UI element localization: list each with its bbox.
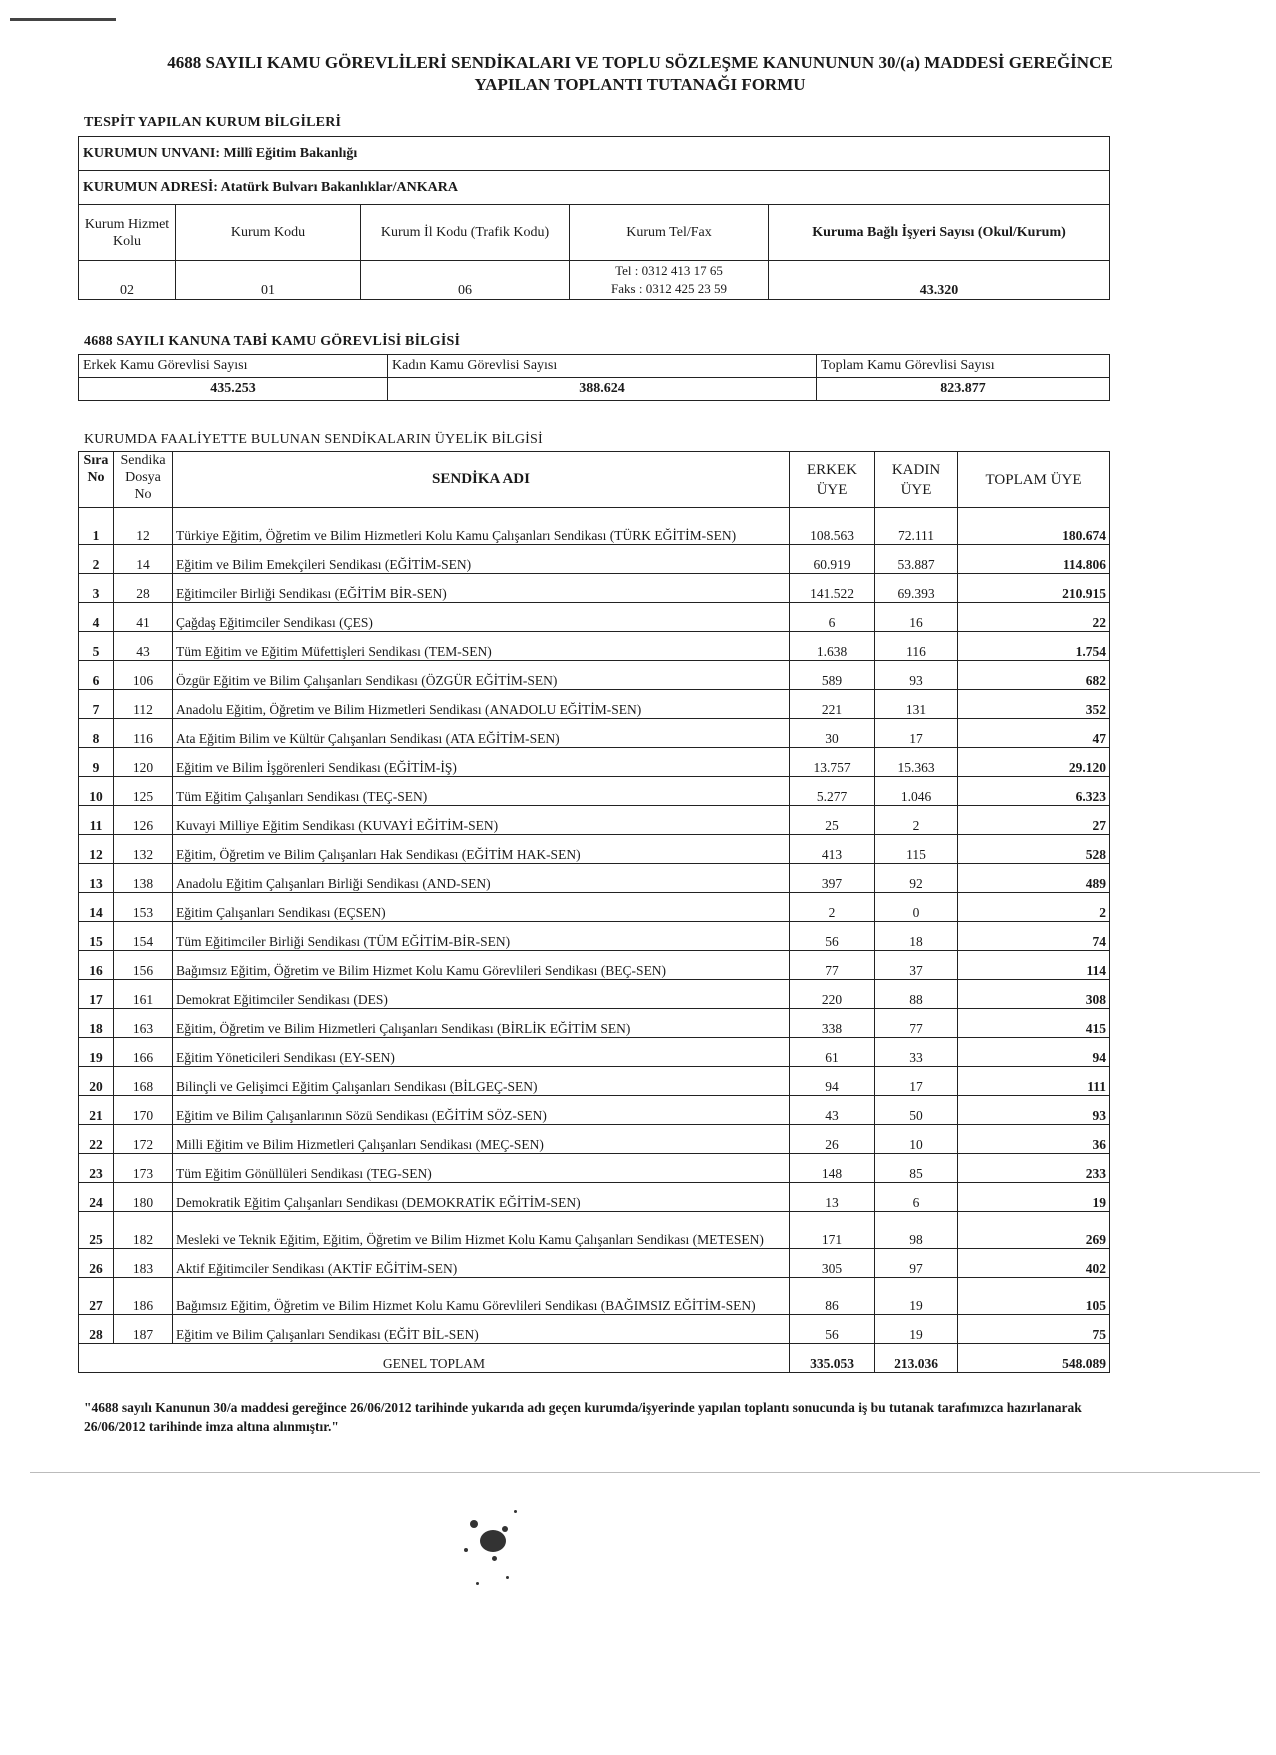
row-erkek: 25 (790, 806, 875, 835)
row-dosya: 112 (114, 690, 173, 719)
row-kadin: 15.363 (875, 748, 958, 777)
row-dosya: 41 (114, 603, 173, 632)
row-dosya: 132 (114, 835, 173, 864)
table-row (79, 1212, 1110, 1249)
table-row (79, 835, 1110, 864)
row-kadin: 131 (875, 690, 958, 719)
gorevli-toplam-value: 823.877 (817, 378, 1110, 401)
row-kadin: 92 (875, 864, 958, 893)
value-faks: Faks : 0312 425 23 59 (611, 281, 727, 296)
row-erkek: 413 (790, 835, 875, 864)
row-erkek: 141.522 (790, 574, 875, 603)
row-erkek: 61 (790, 1038, 875, 1067)
row-sendika-adi: Anadolu Eğitim, Öğretim ve Bilim Hizmetleri Sendikası (ANADOLU EĞİTİM-SEN) (173, 690, 790, 719)
row-dosya: 154 (114, 922, 173, 951)
row-sendika-adi: Ata Eğitim Bilim ve Kültür Çalışanları Sendikası (ATA EĞİTİM-SEN) (173, 719, 790, 748)
row-toplam: 2 (958, 893, 1110, 922)
row-erkek: 94 (790, 1067, 875, 1096)
row-erkek: 13 (790, 1183, 875, 1212)
row-dosya: 173 (114, 1154, 173, 1183)
row-sendika-adi: Eğitim, Öğretim ve Bilim Hizmetleri Çalışanları Sendikası (BİRLİK EĞİTİM SEN) (173, 1009, 790, 1038)
ink-stamp-mark (440, 1490, 560, 1610)
scan-mark (10, 18, 116, 21)
table-row (79, 1038, 1110, 1067)
table-row (79, 1249, 1110, 1278)
row-sendika-adi: Eğitim ve Bilim Çalışanları Sendikası (EĞİT BİL-SEN) (173, 1315, 790, 1344)
row-sira: 4 (79, 603, 114, 632)
row-sira: 18 (79, 1009, 114, 1038)
row-kadin: 116 (875, 632, 958, 661)
row-dosya: 166 (114, 1038, 173, 1067)
row-sendika-adi: Tüm Eğitim Gönüllüleri Sendikası (TEG-SEN) (173, 1154, 790, 1183)
row-sira: 20 (79, 1067, 114, 1096)
kurum-unvan: KURUMUN UNVANI: Millî Eğitim Bakanlığı (79, 137, 1110, 171)
header-isyeri: Kuruma Bağlı İşyeri Sayısı (Okul/Kurum) (769, 205, 1110, 261)
footnote: "4688 sayılı Kanunun 30/a maddesi gereğince 26/06/2012 tarihinde yukarıda adı geçen kurumda/işyerinde yapılan toplantı sonucunda iş bu tutanak tarafımızca hazırlanarak 26/06/2012 tarihinde imza altına alınmıştır." (84, 1400, 1082, 1434)
row-dosya: 163 (114, 1009, 173, 1038)
table-row (79, 508, 1110, 545)
row-toplam: 94 (958, 1038, 1110, 1067)
table-row (79, 1183, 1110, 1212)
header-il-kodu: Kurum İl Kodu (Trafik Kodu) (361, 205, 570, 261)
row-erkek: 338 (790, 1009, 875, 1038)
row-kadin: 2 (875, 806, 958, 835)
row-sira: 15 (79, 922, 114, 951)
row-kadin: 17 (875, 1067, 958, 1096)
row-toplam: 402 (958, 1249, 1110, 1278)
gorevli-table (78, 354, 1110, 401)
row-erkek: 2 (790, 893, 875, 922)
row-sira: 14 (79, 893, 114, 922)
table-row (79, 748, 1110, 777)
row-sendika-adi: Eğitim ve Bilim İşgörenleri Sendikası (EĞİTİM-İŞ) (173, 748, 790, 777)
table-row (79, 690, 1110, 719)
row-kadin: 10 (875, 1125, 958, 1154)
header-hizmet-kolu: Kurum Hizmet Kolu (79, 205, 176, 261)
gorevli-kadin-value: 388.624 (388, 378, 817, 401)
row-dosya: 156 (114, 951, 173, 980)
row-toplam: 114.806 (958, 545, 1110, 574)
row-sendika-adi: Eğitim, Öğretim ve Bilim Çalışanları Hak Sendikası (EĞİTİM HAK-SEN) (173, 835, 790, 864)
row-kadin: 85 (875, 1154, 958, 1183)
row-dosya: 43 (114, 632, 173, 661)
row-erkek: 221 (790, 690, 875, 719)
row-kadin: 37 (875, 951, 958, 980)
row-erkek: 171 (790, 1212, 875, 1249)
kurum-section-label: TESPİT YAPILAN KURUM BİLGİLERİ (84, 115, 342, 130)
row-sira: 28 (79, 1315, 114, 1344)
row-dosya: 182 (114, 1212, 173, 1249)
row-dosya: 120 (114, 748, 173, 777)
row-sendika-adi: Eğitim ve Bilim Çalışanlarının Sözü Sendikası (EĞİTİM SÖZ-SEN) (173, 1096, 790, 1125)
uyelik-section-label: KURUMDA FAALİYETTE BULUNAN SENDİKALARIN ÜYELİK BİLGİSİ (84, 432, 543, 447)
row-sendika-adi: Eğitimciler Birliği Sendikası (EĞİTİM BİR-SEN) (173, 574, 790, 603)
row-sira: 17 (79, 980, 114, 1009)
row-kadin: 33 (875, 1038, 958, 1067)
value-tel-fax (570, 261, 769, 300)
uyelik-table (78, 451, 1110, 1373)
row-sendika-adi: Bilinçli ve Gelişimci Eğitim Çalışanları Sendikası (BİLGEÇ-SEN) (173, 1067, 790, 1096)
value-hizmet-kolu: 02 (79, 261, 176, 300)
row-sendika-adi: Tüm Eğitimciler Birliği Sendikası (TÜM EĞİTİM-BİR-SEN) (173, 922, 790, 951)
row-sira: 6 (79, 661, 114, 690)
row-erkek: 43 (790, 1096, 875, 1125)
row-toplam: 233 (958, 1154, 1110, 1183)
table-row (79, 922, 1110, 951)
row-erkek: 1.638 (790, 632, 875, 661)
row-dosya: 106 (114, 661, 173, 690)
table-row (79, 806, 1110, 835)
row-sendika-adi: Mesleki ve Teknik Eğitim, Eğitim, Öğretim ve Bilim Hizmet Kolu Kamu Çalışanları Sendikası (METESEN) (173, 1212, 790, 1249)
divider (30, 1472, 1260, 1473)
row-kadin: 0 (875, 893, 958, 922)
header-erkek: ERKEK ÜYE (790, 452, 875, 508)
row-sendika-adi: Özgür Eğitim ve Bilim Çalışanları Sendikası (ÖZGÜR EĞİTİM-SEN) (173, 661, 790, 690)
row-erkek: 148 (790, 1154, 875, 1183)
row-sira: 5 (79, 632, 114, 661)
row-erkek: 5.277 (790, 777, 875, 806)
row-toplam: 93 (958, 1096, 1110, 1125)
table-row (79, 545, 1110, 574)
gorevli-erkek-value: 435.253 (79, 378, 388, 401)
row-dosya: 28 (114, 574, 173, 603)
row-erkek: 30 (790, 719, 875, 748)
row-toplam: 308 (958, 980, 1110, 1009)
table-row (79, 1067, 1110, 1096)
table-row (79, 661, 1110, 690)
row-sira: 13 (79, 864, 114, 893)
table-row (79, 1154, 1110, 1183)
row-erkek: 86 (790, 1278, 875, 1315)
row-erkek: 26 (790, 1125, 875, 1154)
row-kadin: 6 (875, 1183, 958, 1212)
row-kadin: 88 (875, 980, 958, 1009)
row-sendika-adi: Eğitim ve Bilim Emekçileri Sendikası (EĞİTİM-SEN) (173, 545, 790, 574)
row-dosya: 153 (114, 893, 173, 922)
row-sira: 27 (79, 1278, 114, 1315)
row-erkek: 589 (790, 661, 875, 690)
table-row (79, 719, 1110, 748)
row-dosya: 138 (114, 864, 173, 893)
total-label: GENEL TOPLAM (79, 1344, 790, 1373)
row-dosya: 14 (114, 545, 173, 574)
row-sira: 9 (79, 748, 114, 777)
row-dosya: 170 (114, 1096, 173, 1125)
row-sira: 23 (79, 1154, 114, 1183)
row-toplam: 36 (958, 1125, 1110, 1154)
table-row (79, 777, 1110, 806)
row-sendika-adi: Eğitim Yöneticileri Sendikası (EY-SEN) (173, 1038, 790, 1067)
row-kadin: 50 (875, 1096, 958, 1125)
row-toplam: 1.754 (958, 632, 1110, 661)
row-dosya: 12 (114, 508, 173, 545)
row-kadin: 72.111 (875, 508, 958, 545)
row-sendika-adi: Tüm Eğitim Çalışanları Sendikası (TEÇ-SEN) (173, 777, 790, 806)
row-sendika-adi: Anadolu Eğitim Çalışanları Birliği Sendikası (AND-SEN) (173, 864, 790, 893)
row-toplam: 682 (958, 661, 1110, 690)
row-sira: 25 (79, 1212, 114, 1249)
row-sira: 21 (79, 1096, 114, 1125)
table-row (79, 980, 1110, 1009)
row-kadin: 17 (875, 719, 958, 748)
row-dosya: 125 (114, 777, 173, 806)
kurum-adres: KURUMUN ADRESİ: Atatürk Bulvarı Bakanlıklar/ANKARA (79, 171, 1110, 205)
row-sendika-adi: Aktif Eğitimciler Sendikası (AKTİF EĞİTİM-SEN) (173, 1249, 790, 1278)
gorevli-kadin-label: Kadın Kamu Görevlisi Sayısı (388, 355, 817, 378)
row-kadin: 18 (875, 922, 958, 951)
row-kadin: 115 (875, 835, 958, 864)
row-dosya: 183 (114, 1249, 173, 1278)
row-toplam: 269 (958, 1212, 1110, 1249)
row-kadin: 1.046 (875, 777, 958, 806)
row-dosya: 186 (114, 1278, 173, 1315)
row-dosya: 168 (114, 1067, 173, 1096)
gorevli-toplam-label: Toplam Kamu Görevlisi Sayısı (817, 355, 1110, 378)
table-row (79, 632, 1110, 661)
row-toplam: 74 (958, 922, 1110, 951)
row-sendika-adi: Türkiye Eğitim, Öğretim ve Bilim Hizmetleri Kolu Kamu Çalışanları Sendikası (TÜRK EĞİTİM-SEN) (173, 508, 790, 545)
row-sendika-adi: Bağımsız Eğitim, Öğretim ve Bilim Hizmet Kolu Kamu Görevlileri Sendikası (BEÇ-SEN) (173, 951, 790, 980)
value-kurum-kodu: 01 (176, 261, 361, 300)
row-toplam: 489 (958, 864, 1110, 893)
row-sira: 11 (79, 806, 114, 835)
row-sira: 10 (79, 777, 114, 806)
row-toplam: 27 (958, 806, 1110, 835)
row-toplam: 210.915 (958, 574, 1110, 603)
table-row (79, 1009, 1110, 1038)
row-toplam: 114 (958, 951, 1110, 980)
row-erkek: 397 (790, 864, 875, 893)
header-kadin: KADIN ÜYE (875, 452, 958, 508)
row-toplam: 180.674 (958, 508, 1110, 545)
row-dosya: 187 (114, 1315, 173, 1344)
row-sendika-adi: Kuvayi Milliye Eğitim Sendikası (KUVAYİ EĞİTİM-SEN) (173, 806, 790, 835)
row-erkek: 56 (790, 1315, 875, 1344)
row-sendika-adi: Eğitim Çalışanları Sendikası (EÇSEN) (173, 893, 790, 922)
row-toplam: 22 (958, 603, 1110, 632)
row-sendika-adi: Demokratik Eğitim Çalışanları Sendikası (DEMOKRATİK EĞİTİM-SEN) (173, 1183, 790, 1212)
value-tel: Tel : 0312 413 17 65 (615, 263, 723, 278)
row-dosya: 172 (114, 1125, 173, 1154)
row-sira: 2 (79, 545, 114, 574)
table-row (79, 1125, 1110, 1154)
form-title-line1: 4688 SAYILI KAMU GÖREVLİLERİ SENDİKALARI VE TOPLU SÖZLEŞME KANUNUNUN 30/(a) MADDESİ GEREĞİNCE (167, 53, 1113, 72)
row-sira: 12 (79, 835, 114, 864)
row-erkek: 6 (790, 603, 875, 632)
row-sendika-adi: Tüm Eğitim ve Eğitim Müfettişleri Sendikası (TEM-SEN) (173, 632, 790, 661)
row-kadin: 69.393 (875, 574, 958, 603)
header-sira: Sıra No (79, 452, 114, 508)
row-sira: 7 (79, 690, 114, 719)
row-toplam: 352 (958, 690, 1110, 719)
row-kadin: 98 (875, 1212, 958, 1249)
row-sira: 8 (79, 719, 114, 748)
gorevli-section-label: 4688 SAYILI KANUNA TABİ KAMU GÖREVLİSİ BİLGİSİ (84, 334, 461, 349)
value-isyeri: 43.320 (769, 261, 1110, 300)
total-toplam: 548.089 (958, 1344, 1110, 1373)
row-erkek: 220 (790, 980, 875, 1009)
row-kadin: 53.887 (875, 545, 958, 574)
total-erkek: 335.053 (790, 1344, 875, 1373)
total-kadin: 213.036 (875, 1344, 958, 1373)
row-toplam: 415 (958, 1009, 1110, 1038)
row-toplam: 29.120 (958, 748, 1110, 777)
table-row (79, 864, 1110, 893)
value-il-kodu: 06 (361, 261, 570, 300)
row-toplam: 47 (958, 719, 1110, 748)
header-tel-fax: Kurum Tel/Fax (570, 205, 769, 261)
row-toplam: 19 (958, 1183, 1110, 1212)
row-kadin: 16 (875, 603, 958, 632)
row-toplam: 105 (958, 1278, 1110, 1315)
row-kadin: 19 (875, 1315, 958, 1344)
row-sira: 16 (79, 951, 114, 980)
row-toplam: 6.323 (958, 777, 1110, 806)
header-kurum-kodu: Kurum Kodu (176, 205, 361, 261)
row-sira: 1 (79, 508, 114, 545)
row-toplam: 75 (958, 1315, 1110, 1344)
row-sira: 3 (79, 574, 114, 603)
row-erkek: 108.563 (790, 508, 875, 545)
header-toplam: TOPLAM ÜYE (958, 452, 1110, 508)
row-dosya: 116 (114, 719, 173, 748)
table-row (79, 1278, 1110, 1315)
row-sira: 24 (79, 1183, 114, 1212)
gorevli-erkek-label: Erkek Kamu Görevlisi Sayısı (79, 355, 388, 378)
row-sendika-adi: Milli Eğitim ve Bilim Hizmetleri Çalışanları Sendikası (MEÇ-SEN) (173, 1125, 790, 1154)
kurum-table (78, 136, 1110, 300)
row-erkek: 60.919 (790, 545, 875, 574)
row-sendika-adi: Demokrat Eğitimciler Sendikası (DES) (173, 980, 790, 1009)
row-erkek: 305 (790, 1249, 875, 1278)
row-sendika-adi: Çağdaş Eğitimciler Sendikası (ÇES) (173, 603, 790, 632)
row-kadin: 97 (875, 1249, 958, 1278)
row-erkek: 13.757 (790, 748, 875, 777)
row-toplam: 528 (958, 835, 1110, 864)
table-row (79, 951, 1110, 980)
row-dosya: 126 (114, 806, 173, 835)
row-dosya: 180 (114, 1183, 173, 1212)
row-sira: 26 (79, 1249, 114, 1278)
form-title-line2: YAPILAN TOPLANTI TUTANAĞI FORMU (474, 75, 806, 94)
row-sendika-adi: Bağımsız Eğitim, Öğretim ve Bilim Hizmet Kolu Kamu Görevlileri Sendikası (BAĞIMSIZ EĞİTİM-SEN) (173, 1278, 790, 1315)
row-toplam: 111 (958, 1067, 1110, 1096)
row-erkek: 56 (790, 922, 875, 951)
row-sira: 19 (79, 1038, 114, 1067)
row-kadin: 93 (875, 661, 958, 690)
row-dosya: 161 (114, 980, 173, 1009)
table-row (79, 603, 1110, 632)
header-adi: SENDİKA ADI (173, 452, 790, 508)
row-kadin: 77 (875, 1009, 958, 1038)
table-row (79, 1096, 1110, 1125)
row-erkek: 77 (790, 951, 875, 980)
header-dosya: Sendika Dosya No (114, 452, 173, 508)
table-row (79, 1315, 1110, 1344)
row-sira: 22 (79, 1125, 114, 1154)
table-row (79, 893, 1110, 922)
table-row (79, 574, 1110, 603)
row-kadin: 19 (875, 1278, 958, 1315)
